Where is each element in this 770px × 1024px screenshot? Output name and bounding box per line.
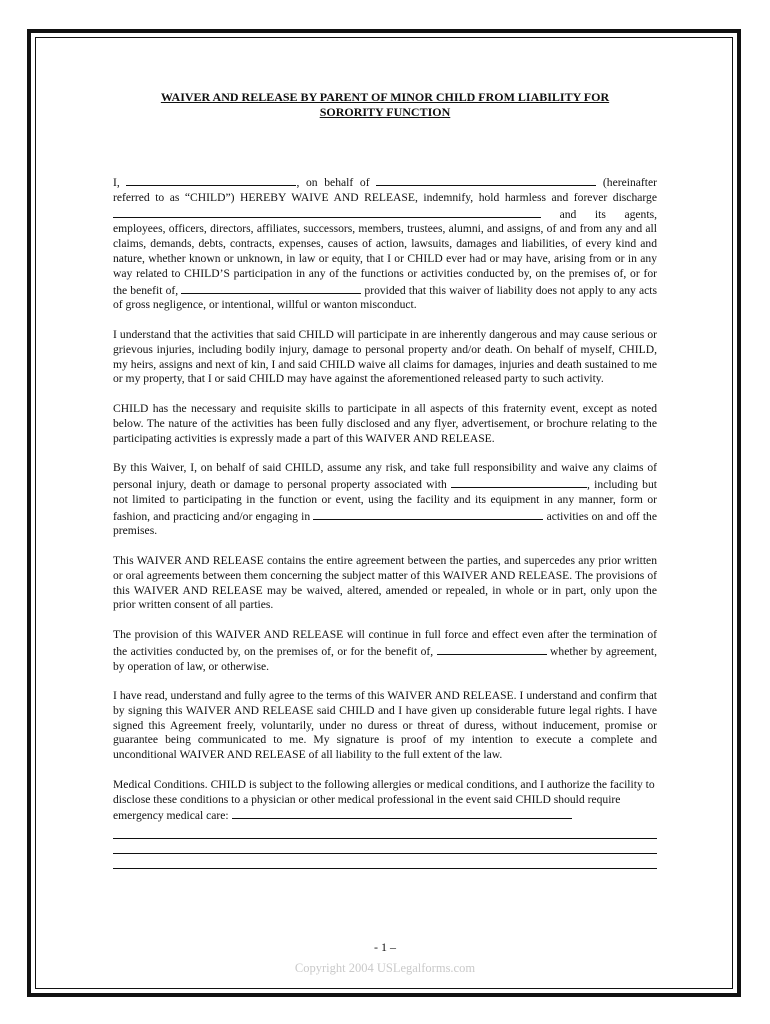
page-number: - 1 – xyxy=(374,940,396,954)
medical-conditions-section xyxy=(113,778,657,869)
parent-name-field[interactable] xyxy=(126,174,296,186)
benefit-party-field[interactable] xyxy=(181,282,361,294)
release-paragraph: I, , on behalf of (hereinafter referred to as “CHILD”) HEREBY WAIVE AND RELEASE, indemnify, hold harmless and forever discharge and its agents, employees, officers, directors, affiliates, successors, members, trustees, alumni, and assigns, of and from any and all claims, demands, debts, contracts, expenses, causes of action, lawsuits, damages and liabilities, of every kind and nature, whether known or unknown, in law or equity, that I or CHILD ever had or may have, arising from or in any way related to CHILD’S participation in any of the functions or activities conducted by, on the premises of, or for the benefit of, provided that this waiver of liability does not apply to any acts of gross negligence, or intentional, willful or wanton misconduct. xyxy=(113,176,657,312)
entire-agreement-paragraph: This WAIVER AND RELEASE contains the entire agreement between the parties, and supercedes any prior written or oral agreements between them concerning the subject matter of this WAIVER AND RELEASE. The provisions of this WAIVER AND RELEASE may be waived, altered, amended or repealed, in whole or in part, only upon the prior written consent of all parties. xyxy=(113,553,657,612)
medical-conditions-text: Medical Conditions. CHILD is subject to the following allergies or medical conditions, and I authorize the facility to disclose these conditions to a physician or other medical professional in the event said CHILD should require emergency medical care: xyxy=(113,777,655,823)
copyright-watermark: Copyright 2004 USLegalforms.com xyxy=(294,961,476,975)
assumption-paragraph: By this Waiver, I, on behalf of said CHILD, assume any risk, and take full responsibility and waive any claims of personal injury, death or damage to personal property associated with , including but not limited to participating in the function or event, using the facility and its equipment in any manner, form or fashion, and practicing and/or engaging in activities on and off the premises. xyxy=(113,461,657,538)
child-name-field[interactable] xyxy=(376,174,596,186)
released-party-field[interactable] xyxy=(113,206,541,218)
risk-paragraph: I understand that the activities that said CHILD will participate in are inherently dangerous and may cause serious or grievous injuries, including bodily injury, damage to personal property and/or death. On behalf of myself, CHILD, my heirs, assigns and next of kin, I and said CHILD waive all claims for damages, injuries and death sustained to me or my property, that I or said CHILD may have against the aforementioned released party to such activity. xyxy=(113,327,657,386)
medical-conditions-field[interactable] xyxy=(232,807,572,819)
document-body xyxy=(113,90,657,869)
associated-activity-field[interactable] xyxy=(451,476,587,488)
title-line-2: SORORITY FUNCTION xyxy=(319,105,451,119)
medical-line-2[interactable] xyxy=(113,839,657,854)
engaging-activity-field[interactable] xyxy=(313,508,543,520)
skills-paragraph: CHILD has the necessary and requisite skills to participate in all aspects of this fraternity event, except as noted below. The nature of the activities has been fully disclosed and any flyer, advertisement, or brochure relating to the participating activities is expressly made a part of this WAIVER AND RELEASE. xyxy=(113,401,657,445)
title-line-1: WAIVER AND RELEASE BY PARENT OF MINOR CHILD FROM LIABILITY FOR xyxy=(160,90,610,104)
document-title xyxy=(113,90,657,120)
medical-line-3[interactable] xyxy=(113,854,657,869)
medical-line-1[interactable] xyxy=(113,824,657,839)
acknowledgment-paragraph: I have read, understand and fully agree to the terms of this WAIVER AND RELEASE. I understand and confirm that by signing this WAIVER AND RELEASE said CHILD and I have given up considerable future legal rights. I have signed this Agreement freely, voluntarily, under no duress or threat of duress, without inducement, promise or guarantee being communicated to me. My signature is proof of my intention to execute a complete and unconditional WAIVER AND RELEASE of all liability to the full extent of the law. xyxy=(113,689,657,762)
continuation-party-field[interactable] xyxy=(437,643,547,655)
continuation-paragraph: The provision of this WAIVER AND RELEASE will continue in full force and effect even after the termination of the activities conducted by, on the premises of, or for the benefit of, whether by agreement, by operation of law, or otherwise. xyxy=(113,627,657,673)
